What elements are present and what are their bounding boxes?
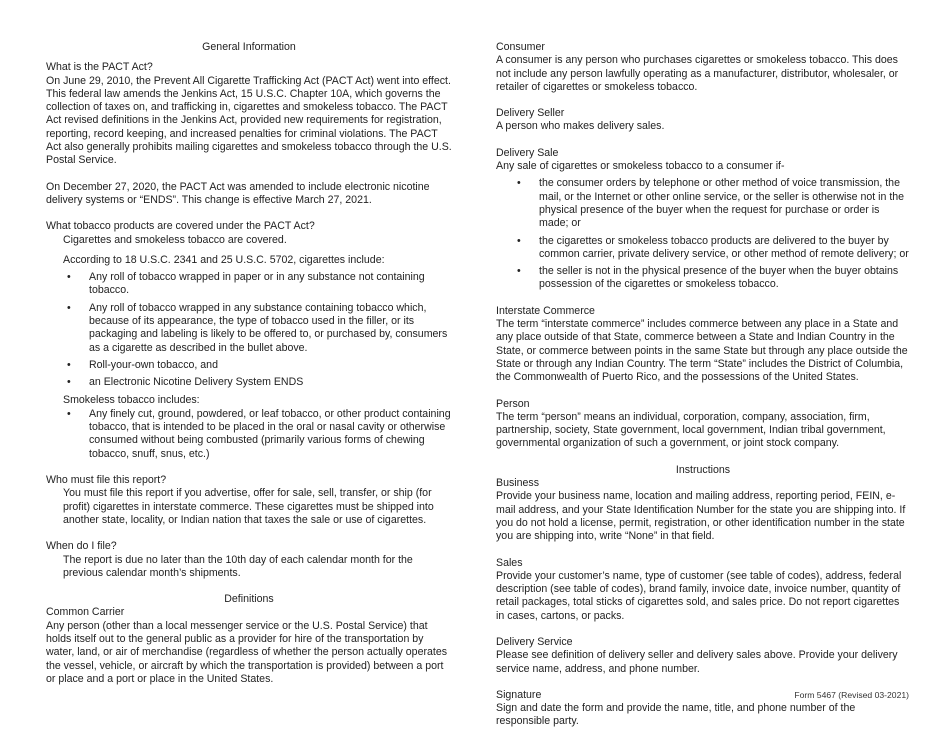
right-column [496,41,910,729]
common-carrier-text: Any person (other than a local messenger service or the U.S. Postal Service) that holds itself out to the general public as a provider for hire of the transportation by water, land, or air of merchandise (regardless of whether the person actually operates the vessel, vehicle, or aircraft by which the transportation is provided) between a port or place and a port or place in the United States. [46,619,448,685]
left-column [46,41,452,686]
person-text: The term “person” means an individual, corporation, company, association, firm, partnership, society, State government, local government, Indian tribal government, governmental organization of such a government, or joint stock company. [496,410,886,450]
general-information-heading: General Information [202,41,296,53]
smokeless-items-list [46,408,452,461]
delivery-seller-text: A person who makes delivery sales. [496,120,665,133]
pact-act-paragraph: On June 29, 2010, the Prevent All Cigarette Trafficking Act (PACT Act) went into effect. This federal law amends the Jenkins Act, 15 U.S.C. Chapter 10A, which governs the collection of taxes on, and trafficking in, cigarettes and smokeless tobacco. The PACT Act revised definitions in the Jenkins Act, provided new requirements for registration, reporting, record keeping, and increased penalties for criminal violations. The PACT Act also generally prohibits mailing cigarettes and smokeless tobacco through the U.S. Postal Service. [46,74,452,167]
smokeless-intro: Smokeless tobacco includes: [63,393,200,406]
delivery-service-title: Delivery Service [496,635,573,648]
consumer-text: A consumer is any person who purchases cigarettes or smokeless tobacco. This does not include any person lawfully operating as a manufacturer, distributor, wholesaler, or retailer of cigarettes or smokeless tobacco. [496,54,899,93]
delivery-seller-title: Delivery Seller [496,107,565,120]
sales-text: Provide your customer’s name, type of customer (see table of codes), address, federal description (see table of codes), brand family, invoice date, invoice number, quantity of retail packages, total sticks of cigarettes sold, and sales price. Do not report cigarettes in cases, cartons, or packs. [496,569,902,622]
products-question: What tobacco products are covered under the PACT Act? [46,220,315,233]
list-item: • the consumer orders by telephone or other method of voice transmission, the mail, or the Internet or other online service, or the seller is otherwise not in the physical presence of the buyer when the request for purchase or order is made; or [517,177,910,230]
who-must-file-question: Who must file this report? [46,474,167,487]
delivery-sale-title: Delivery Sale [496,146,559,159]
pact-act-question: What is the PACT Act? [46,61,153,74]
delivery-service-text: Please see definition of delivery seller and delivery sales above. Provide your delivery service name, address, and phone number. [496,649,898,675]
business-text: Provide your business name, location and mailing address, reporting period, FEIN, e-mail address, and your State Identification Number for the state you are shipping into. If you do not hold a license, permit, registration, or other identification number in the state you are shipping into, write “None” in that field. [496,490,906,543]
delivery-sale-text: Any sale of cigarettes or smokeless tobacco to a consumer if- [496,160,785,173]
when-file-question: When do I file? [46,540,117,553]
common-carrier-title: Common Carrier [46,606,125,619]
interstate-commerce-title: Interstate Commerce [496,304,595,317]
list-item: • Any finely cut, ground, powdered, or leaf tobacco, or other product containing tobacco, that is intended to be placed in the oral or nasal cavity or otherwise consumed without being combusted (primarily various forms of chewing tobacco, snuff, snus, etc.) [67,408,452,461]
list-item: • Roll-your-own tobacco, and [67,359,452,372]
definitions-heading: Definitions [224,593,274,606]
sales-title: Sales [496,556,523,569]
consumer-title: Consumer [496,41,545,53]
list-item: • the seller is not in the physical presence of the buyer when the buyer obtains possession of the cigarettes or smokeless tobacco. [517,265,910,292]
delivery-sale-conditions-list [496,177,910,291]
when-file-answer: The report is due no later than the 10th day of each calendar month for the previous calendar month’s shipments. [63,553,413,579]
list-item: • Any roll of tobacco wrapped in paper or in any substance not containing tobacco. [67,271,452,298]
signature-title: Signature [496,688,542,701]
cigarettes-include-intro: According to 18 U.S.C. 2341 and 25 U.S.C. 5702, cigarettes include: [63,253,385,266]
list-item: • the cigarettes or smokeless tobacco products are delivered to the buyer by common carrier, private delivery service, or other method of remote delivery; or [517,235,910,262]
instructions-heading: Instructions [675,463,731,476]
form-number: Form 5467 (Revised 03-2021) [794,690,909,700]
interstate-commerce-text: The term “interstate commerce” includes commerce between any place in a State and any place outside of that State, commerce between a State and Indian Country in the State, or commerce between points in the same State but through any place outside the State or through any Indian Country. The term “State” includes the District of Columbia, the Commonwealth of Puerto Rico, and the possessions of the United States. [496,318,908,384]
signature-text: Sign and date the form and provide the name, title, and phone number of the responsible party. [496,702,856,728]
business-title: Business [496,477,539,490]
who-must-file-answer: You must file this report if you advertise, offer for sale, sell, transfer, or ship (for profit) cigarettes in interstate commerce. These cigarettes must be shipped into another state, locality, or Indian nation that taxes the sale or use of cigarettes. [63,487,434,526]
ends-amendment-paragraph: On December 27, 2020, the PACT Act was amended to include electronic nicotine delivery systems or “ENDS”. This change is effective March 27, 2021. [46,180,430,206]
products-answer: Cigarettes and smokeless tobacco are covered. [63,233,287,246]
cigarette-items-list [46,271,452,389]
list-item: • Any roll of tobacco wrapped in any substance containing tobacco which, because of its appearance, the type of tobacco used in the filler, or its packaging and labeling is likely to be offered to, or purchased by, consumers as a cigarette as described in the bullet above. [67,302,452,355]
person-title: Person [496,397,530,410]
list-item: • an Electronic Nicotine Delivery System ENDS [67,376,452,389]
